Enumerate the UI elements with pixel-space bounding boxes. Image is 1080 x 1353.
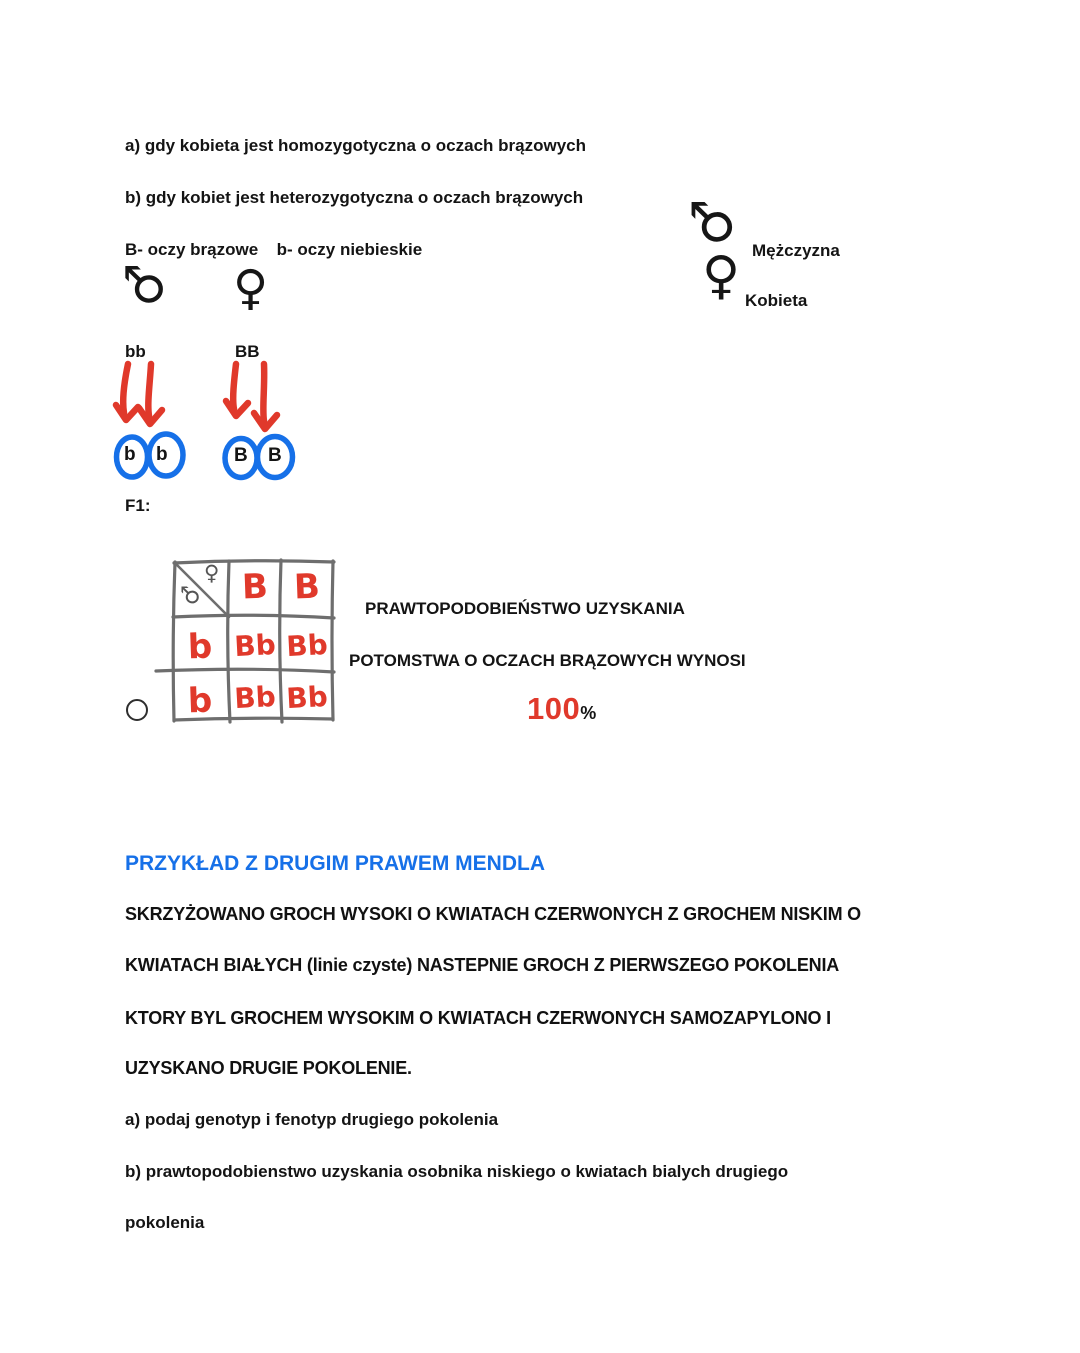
gamete-allele: B xyxy=(234,445,248,466)
female-legend-label: Kobieta xyxy=(745,291,808,310)
result-percentage: 100 xyxy=(527,691,581,726)
meiosis-arrows-father xyxy=(115,361,175,437)
gamete-allele: b xyxy=(124,444,136,465)
task-b-text: b) prawtopodobienstwo uzyskania osobnika niskiego o kwiatach bialych drugiego xyxy=(125,1162,789,1181)
allele-legend-blue: b- oczy niebieskie xyxy=(276,240,423,259)
female-icon: ♀ xyxy=(702,246,741,306)
section2-para-line: UZYSKANO DRUGIE POKOLENIE. xyxy=(125,1058,412,1078)
father-male-icon: ♂ xyxy=(122,256,167,314)
red-arrow-icon xyxy=(115,361,175,437)
gamete-allele: B xyxy=(268,445,282,466)
punnett-corner-female-icon: ♀ xyxy=(204,561,220,585)
section2-heading: PRZYKŁAD Z DRUGIM PRAWEM MENDLA xyxy=(125,852,545,875)
punnett-cell: Bb xyxy=(233,679,277,716)
f1-label: F1: xyxy=(125,496,151,515)
mother-genotype: BB xyxy=(235,342,260,361)
mother-female-icon: ♀ xyxy=(233,260,269,316)
task-b-text-cont: pokolenia xyxy=(125,1213,205,1232)
result-value-line xyxy=(527,691,596,727)
option-a-text: a) gdy kobieta jest homozygotyczna o oczach brązowych xyxy=(125,136,586,155)
punnett-row-header: b xyxy=(187,680,213,722)
section2-para-line: KTORY BYL GROCHEM WYSOKIM O KWIATACH CZERWONYCH SAMOZAPYLONO I xyxy=(125,1008,831,1028)
mother-gametes xyxy=(222,433,296,481)
allele-legend-line xyxy=(125,240,422,260)
red-arrow-icon xyxy=(227,361,289,443)
section2-para-line: SKRZYŻOWANO GROCH WYSOKI O KWIATACH CZERWONYCH Z GROCHEM NISKIM O xyxy=(125,904,861,924)
option-b-text: b) gdy kobiet jest heterozygotyczna o oczach brązowych xyxy=(125,188,584,207)
result-line2: POTOMSTWA O OCZACH BRĄZOWYCH WYNOSI xyxy=(349,651,746,670)
task-a-text: a) podaj genotyp i fenotyp drugiego pokolenia xyxy=(125,1110,499,1129)
punnett-corner-male-icon: ♂ xyxy=(180,583,201,609)
punnett-cell: Bb xyxy=(233,627,277,664)
punnett-col-header: B xyxy=(293,566,321,608)
punnett-col-header: B xyxy=(241,566,269,608)
gamete-allele: b xyxy=(156,444,168,465)
allele-legend-brown: B- oczy brązowe xyxy=(125,240,259,259)
punnett-cell: Bb xyxy=(285,679,329,716)
father-gametes xyxy=(113,431,187,479)
punnett-cell: Bb xyxy=(285,627,329,664)
male-icon: ♂ xyxy=(688,191,737,254)
father-genotype: bb xyxy=(125,342,146,361)
male-legend-label: Mężczyzna xyxy=(752,241,840,260)
result-percent-sign: % xyxy=(580,703,597,723)
result-line1: PRAWTOPODOBIEŃSTWO UZYSKANIA xyxy=(365,599,685,618)
punnett-row-header: b xyxy=(187,626,213,668)
option-radio-circle[interactable] xyxy=(126,699,148,721)
meiosis-arrows-mother xyxy=(227,361,289,443)
punnett-square xyxy=(170,557,338,725)
section2-para-line: KWIATACH BIAŁYCH (linie czyste) NASTEPNIE GROCH Z PIERWSZEGO POKOLENIA xyxy=(125,955,840,975)
